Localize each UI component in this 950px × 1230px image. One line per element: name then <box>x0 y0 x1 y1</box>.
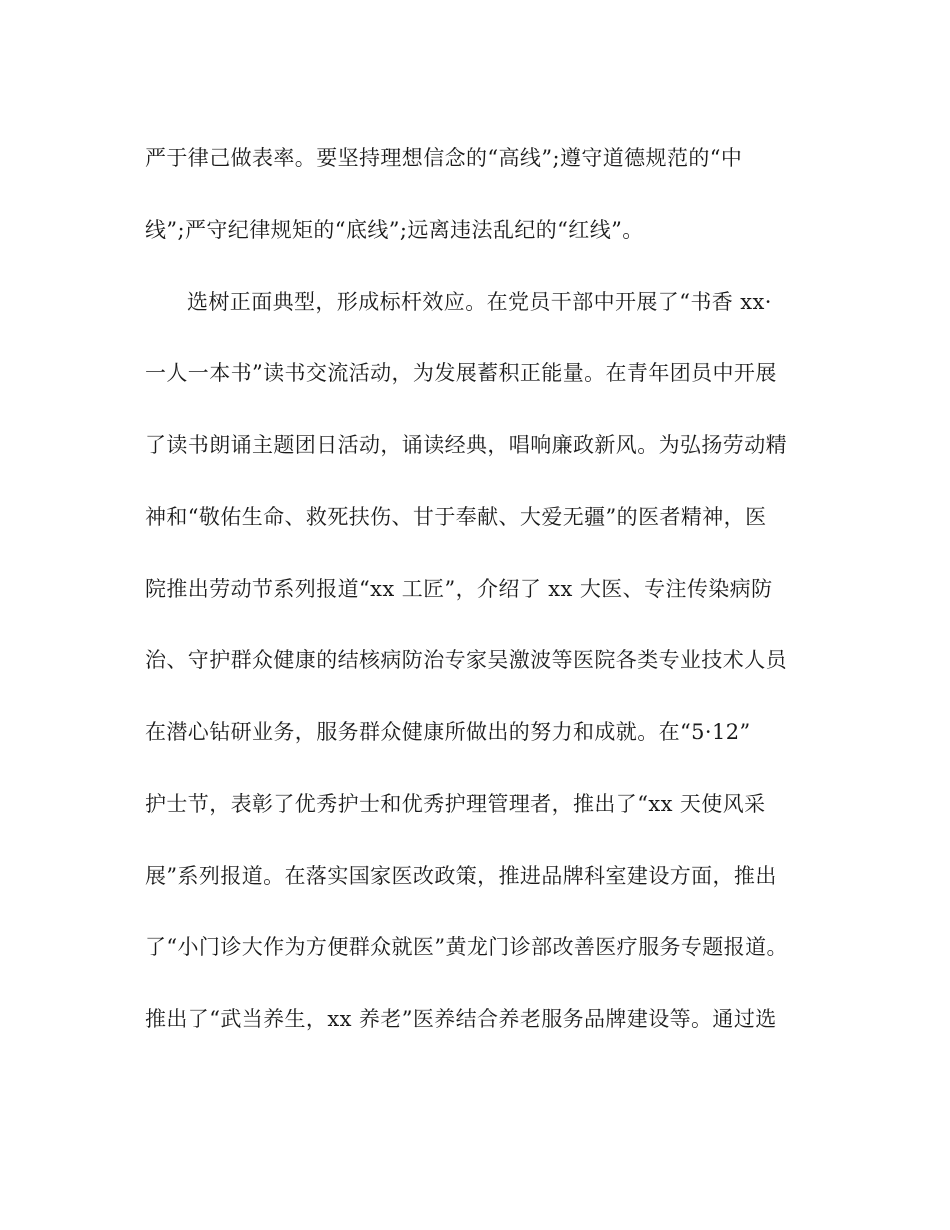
paragraph-line: 在潜心钻研业务，服务群众健康所做出的努力和成就。在“5·12” <box>145 720 751 744</box>
paragraph-line: 治、守护群众健康的结核病防治专家吴激波等医院各类专业技术人员 <box>145 648 787 672</box>
paragraph-line: 展”系列报道。在落实国家医改政策，推进品牌科室建设方面，推出 <box>145 864 777 888</box>
paragraph-first-line: 选树正面典型，形成标杆效应。在党员干部中开展了“书香 xx· <box>187 290 772 314</box>
paragraph-line: 了“小门诊大作为方便群众就医”黄龙门诊部改善医疗服务专题报道。 <box>145 935 788 959</box>
paragraph-line: 一人一本书”读书交流活动，为发展蓄积正能量。在青年团员中开展 <box>145 361 777 385</box>
paragraph-line: 护士节，表彰了优秀护士和优秀护理管理者，推出了“xx 天使风采 <box>145 792 766 816</box>
paragraph-line: 院推出劳动节系列报道“xx 工匠”，介绍了 xx 大医、专注传染病防 <box>145 577 773 601</box>
paragraph-line: 推出了“武当养生，xx 养老”医养结合养老服务品牌建设等。通过选 <box>145 1007 777 1031</box>
paragraph-line: 严于律己做表率。要坚持理想信念的“高线”;遵守道德规范的“中 <box>145 146 743 170</box>
paragraph-line: 了读书朗诵主题团日活动，诵读经典，唱响廉政新风。为弘扬劳动精 <box>145 433 787 457</box>
paragraph-line: 神和“敬佑生命、救死扶伤、甘于奉献、大爱无疆”的医者精神，医 <box>145 505 767 529</box>
paragraph-line: 线”;严守纪律规矩的“底线”;远离违法乱纪的“红线”。 <box>145 218 644 242</box>
